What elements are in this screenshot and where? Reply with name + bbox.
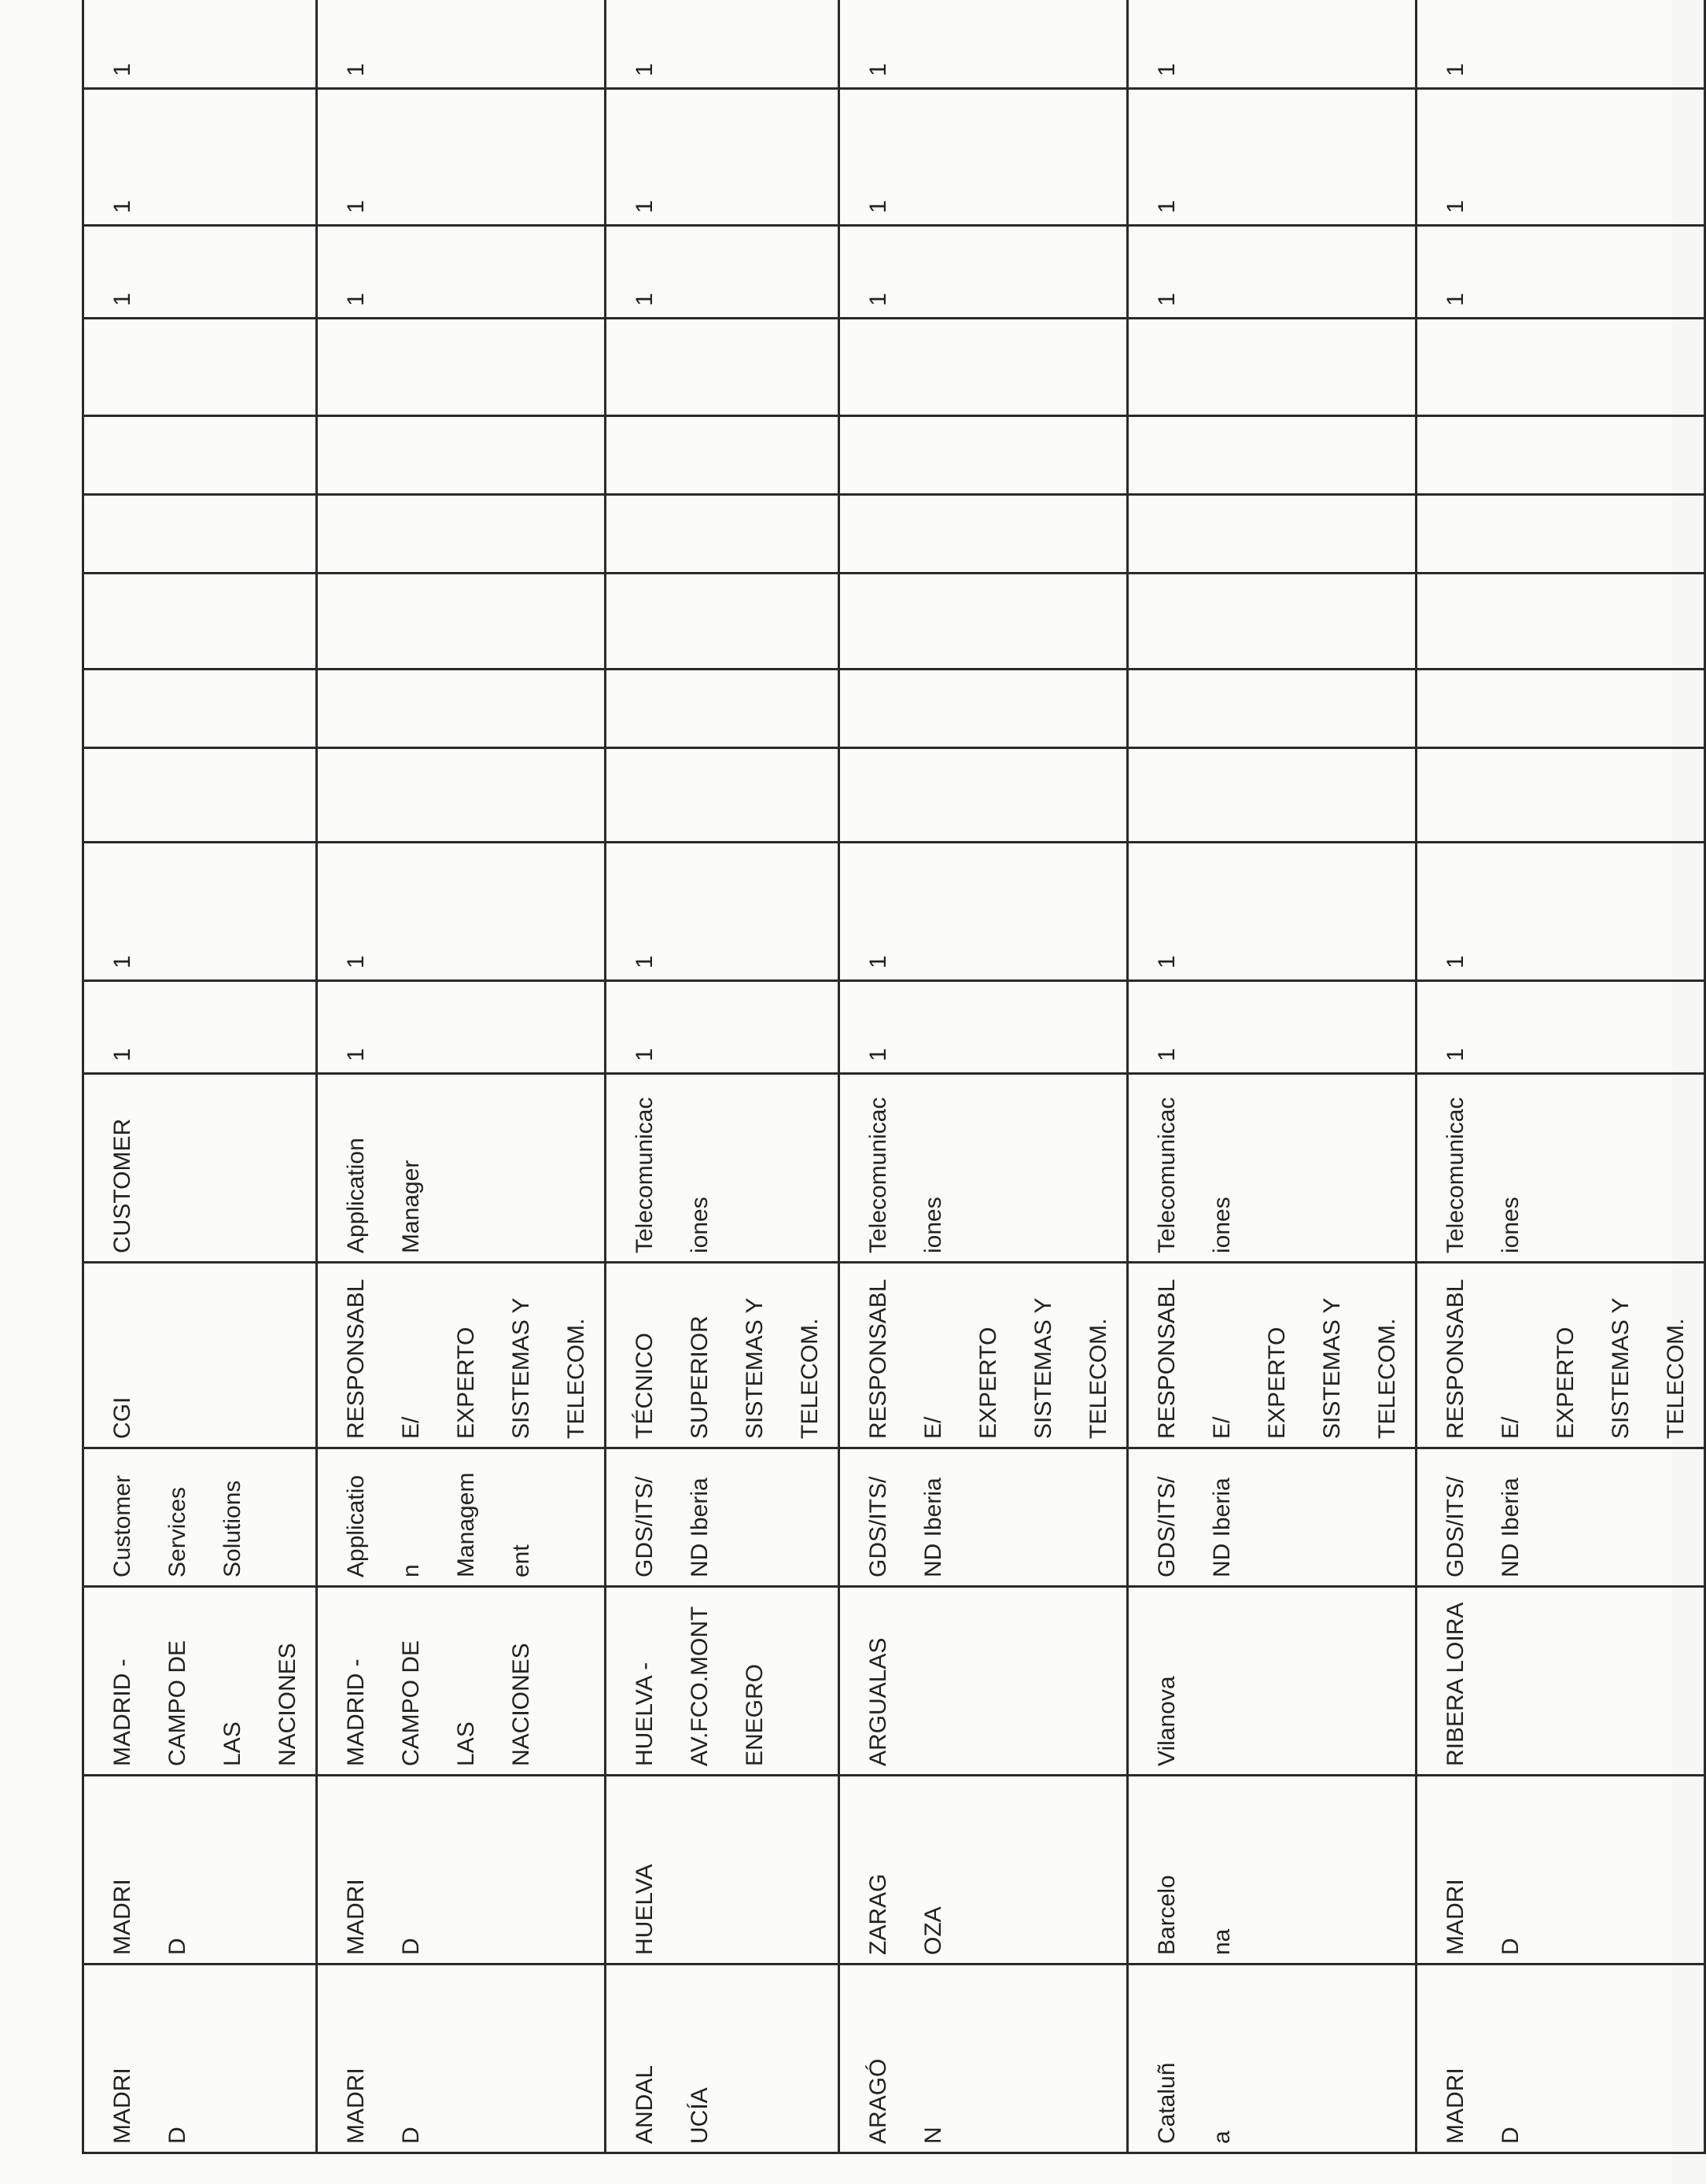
cell-province <box>1128 1776 1417 1964</box>
cell-region <box>317 1964 606 2153</box>
province-text-line: OZA <box>920 1906 946 1955</box>
cell-unit <box>83 1448 317 1587</box>
location-text-line: MADRID - <box>109 1658 135 1766</box>
region-text-line: MADRI <box>343 2068 369 2144</box>
cell-value <box>1128 748 1417 843</box>
cell-value <box>839 495 1128 574</box>
cell-customer <box>1128 1074 1417 1263</box>
cgi-text-line: RESPONSABLE/ <box>343 1278 424 1439</box>
cell-region <box>1417 1964 1705 2153</box>
unit-text-line: ent <box>508 1544 534 1577</box>
staff-table <box>82 0 1706 2154</box>
customer-text-line: iones <box>920 1197 946 1253</box>
cell-value <box>1128 226 1417 319</box>
province-text-line: na <box>1209 1928 1235 1955</box>
cell-value <box>606 0 839 89</box>
cell-value <box>839 748 1128 843</box>
value-text: 1 <box>632 955 658 968</box>
province-text-line: MADRI <box>343 1879 369 1955</box>
cell-value <box>839 416 1128 495</box>
cell-value <box>1417 319 1705 416</box>
value-text: 1 <box>1443 955 1468 968</box>
cell-value <box>317 89 606 226</box>
cell-value <box>1417 670 1705 748</box>
value-text: 1 <box>109 200 135 213</box>
value-text: 1 <box>109 63 135 76</box>
table-row <box>1128 0 1417 2153</box>
cell-value <box>1128 981 1417 1074</box>
cell-location <box>1128 1587 1417 1776</box>
customer-text-line: Application <box>343 1138 369 1253</box>
location-text-line: MADRID - <box>343 1658 369 1766</box>
value-text: 1 <box>632 200 658 213</box>
unit-text-line: GDS/ITS/ <box>632 1476 658 1577</box>
province-text-line: MADRI <box>1443 1879 1468 1955</box>
value-text: 1 <box>1443 200 1468 213</box>
location-text-line: LAS NACIONES <box>453 1643 534 1766</box>
cell-value <box>606 748 839 843</box>
unit-text-line: n <box>398 1564 424 1577</box>
cell-value <box>606 89 839 226</box>
cell-value <box>1417 981 1705 1074</box>
cell-value <box>606 416 839 495</box>
customer-text-line: Telecomunicac <box>632 1097 658 1253</box>
location-text-line: AV.FCO.MONT <box>687 1606 713 1766</box>
cell-value <box>1417 416 1705 495</box>
cell-value <box>1128 495 1417 574</box>
value-text: 1 <box>1443 63 1468 76</box>
cgi-text-line: TELECOM. <box>797 1318 823 1439</box>
cell-cgi <box>1417 1263 1705 1448</box>
value-text: 1 <box>1443 1048 1468 1061</box>
unit-text-line: Managem <box>453 1472 479 1577</box>
region-text-line: ANDAL <box>632 2064 658 2144</box>
value-text: 1 <box>109 955 135 968</box>
cell-location <box>839 1587 1128 1776</box>
cell-province <box>839 1776 1128 1964</box>
location-text-line: Vilanova <box>1154 1676 1180 1766</box>
cell-customer <box>83 1074 317 1263</box>
province-text-line: MADRI <box>109 1879 135 1955</box>
customer-text-line: Manager <box>398 1160 424 1253</box>
unit-text-line: GDS/ITS/ <box>1443 1476 1468 1577</box>
cell-location <box>83 1587 317 1776</box>
value-text: 1 <box>865 955 891 968</box>
table-row <box>606 0 839 2153</box>
cgi-text-line: EXPERTO <box>453 1326 479 1439</box>
cgi-text-line: EXPERTO <box>1553 1326 1579 1439</box>
value-text: 1 <box>343 293 369 306</box>
value-text: 1 <box>343 1048 369 1061</box>
province-text-line: Barcelo <box>1154 1875 1180 1955</box>
cell-value <box>606 574 839 670</box>
cell-value <box>317 495 606 574</box>
cell-value <box>317 574 606 670</box>
value-text: 1 <box>865 63 891 76</box>
region-text-line: MADRI <box>109 2068 135 2144</box>
region-text-line: ARAGÓ <box>865 2058 891 2144</box>
value-text: 1 <box>1154 1048 1180 1061</box>
cell-value <box>839 670 1128 748</box>
location-text-line: RIBERA LOIRA <box>1443 1602 1468 1766</box>
value-text: 1 <box>343 955 369 968</box>
location-text-line: HUELVA - <box>632 1662 658 1766</box>
cell-value <box>317 748 606 843</box>
cell-cgi <box>317 1263 606 1448</box>
cell-value <box>839 89 1128 226</box>
cgi-text-line: TELECOM. <box>1085 1318 1111 1439</box>
value-text: 1 <box>109 293 135 306</box>
unit-text-line: Applicatio <box>343 1474 369 1577</box>
cell-value <box>1417 843 1705 981</box>
cgi-text-line: TELECOM. <box>1663 1318 1689 1439</box>
cell-value <box>839 226 1128 319</box>
cell-value <box>1128 319 1417 416</box>
cell-value <box>1417 748 1705 843</box>
cell-value <box>317 416 606 495</box>
cell-cgi <box>1128 1263 1417 1448</box>
region-text-line: D <box>164 2127 190 2144</box>
cell-unit <box>1128 1448 1417 1587</box>
value-text: 1 <box>632 1048 658 1061</box>
value-text: 1 <box>343 63 369 76</box>
table-row <box>83 0 317 2153</box>
location-text-line: CAMPO DE <box>164 1640 190 1766</box>
cell-value <box>83 226 317 319</box>
cell-customer <box>839 1074 1128 1263</box>
cgi-text-line: SISTEMAS Y <box>1030 1297 1056 1439</box>
cell-value <box>839 574 1128 670</box>
cell-unit <box>606 1448 839 1587</box>
value-text: 1 <box>865 293 891 306</box>
rotated-table-container <box>82 17 1689 2154</box>
region-text-line: Cataluñ <box>1154 2062 1180 2144</box>
unit-text-line: Customer <box>109 1474 135 1577</box>
unit-text-line: ND Iberia <box>1209 1478 1235 1577</box>
region-text-line: MADRI <box>1443 2068 1468 2144</box>
cell-region <box>606 1964 839 2153</box>
cgi-text-line: EXPERTO <box>975 1326 1001 1439</box>
table-row <box>317 0 606 2153</box>
province-text-line: D <box>398 1938 424 1955</box>
customer-text-line: CUSTOMER <box>109 1118 135 1253</box>
cell-value <box>317 319 606 416</box>
value-text: 1 <box>632 63 658 76</box>
cell-value <box>606 843 839 981</box>
cell-value <box>1417 0 1705 89</box>
cell-value <box>839 0 1128 89</box>
cell-value <box>1417 574 1705 670</box>
cell-customer <box>606 1074 839 1263</box>
cell-customer <box>317 1074 606 1263</box>
unit-text-line: ND Iberia <box>1498 1478 1524 1577</box>
province-text-line: D <box>164 1938 190 1955</box>
cell-value <box>1128 670 1417 748</box>
value-text: 1 <box>1154 955 1180 968</box>
value-text: 1 <box>1443 293 1468 306</box>
cell-province <box>606 1776 839 1964</box>
value-text: 1 <box>865 1048 891 1061</box>
value-text: 1 <box>343 200 369 213</box>
cgi-text-line: RESPONSABLE/ <box>1443 1278 1524 1439</box>
cell-value <box>83 0 317 89</box>
cell-value <box>1128 416 1417 495</box>
customer-text-line: iones <box>1498 1197 1524 1253</box>
cell-value <box>1417 495 1705 574</box>
value-text: 1 <box>1154 293 1180 306</box>
cgi-text-line: SISTEMAS Y <box>508 1297 534 1439</box>
cell-value <box>317 670 606 748</box>
cell-value <box>317 0 606 89</box>
region-text-line: N <box>920 2127 946 2144</box>
cell-value <box>83 416 317 495</box>
cell-region <box>1128 1964 1417 2153</box>
cgi-text-line: SISTEMAS Y <box>742 1297 768 1439</box>
cell-value <box>317 843 606 981</box>
cell-value <box>606 226 839 319</box>
unit-text-line: ND Iberia <box>687 1478 713 1577</box>
location-text-line: CAMPO DE <box>398 1640 424 1766</box>
value-text: 1 <box>632 293 658 306</box>
cell-value <box>317 981 606 1074</box>
cell-unit <box>317 1448 606 1587</box>
unit-text-line: ND Iberia <box>920 1478 946 1577</box>
location-text-line: ENEGRO <box>742 1663 768 1766</box>
cgi-text-line: CGI <box>109 1396 135 1439</box>
cell-region <box>83 1964 317 2153</box>
cell-value <box>839 981 1128 1074</box>
cgi-text-line: RESPONSABLE/ <box>1154 1278 1235 1439</box>
region-text-line: a <box>1209 2131 1235 2144</box>
cell-province <box>83 1776 317 1964</box>
cell-region <box>839 1964 1128 2153</box>
province-text-line: HUELVA <box>632 1864 658 1955</box>
cell-value <box>83 319 317 416</box>
cell-cgi <box>839 1263 1128 1448</box>
cell-value <box>83 748 317 843</box>
cell-cgi <box>606 1263 839 1448</box>
cell-value <box>606 495 839 574</box>
cell-value <box>606 319 839 416</box>
unit-text-line: Services <box>164 1486 190 1577</box>
cell-value <box>1417 226 1705 319</box>
customer-text-line: iones <box>687 1197 713 1253</box>
cell-value <box>83 89 317 226</box>
cell-value <box>1128 89 1417 226</box>
table-row <box>1417 0 1705 2153</box>
table-row <box>839 0 1128 2153</box>
cell-value <box>839 319 1128 416</box>
region-text-line: UCÍA <box>687 2087 713 2144</box>
cell-province <box>1417 1776 1705 1964</box>
cell-value <box>1128 574 1417 670</box>
cgi-text-line: RESPONSABLE/ <box>865 1278 946 1439</box>
cell-value <box>83 495 317 574</box>
value-text: 1 <box>109 1048 135 1061</box>
customer-text-line: Telecomunicac <box>1443 1097 1468 1253</box>
cgi-text-line: SISTEMAS Y <box>1608 1297 1634 1439</box>
cell-value <box>1417 89 1705 226</box>
cell-location <box>1417 1587 1705 1776</box>
customer-text-line: iones <box>1209 1197 1235 1253</box>
cell-unit <box>839 1448 1128 1587</box>
cell-unit <box>1417 1448 1705 1587</box>
cell-value <box>83 574 317 670</box>
cgi-text-line: TELECOM. <box>1374 1318 1400 1439</box>
cgi-text-line: TÉCNICO <box>632 1333 658 1439</box>
cell-value <box>83 670 317 748</box>
province-text-line: ZARAG <box>865 1873 891 1955</box>
cgi-text-line: TELECOM. <box>563 1318 589 1439</box>
cell-value <box>606 670 839 748</box>
value-text: 1 <box>865 200 891 213</box>
cell-value <box>83 843 317 981</box>
location-text-line: LAS NACIONES <box>219 1643 300 1766</box>
region-text-line: D <box>1498 2127 1524 2144</box>
value-text: 1 <box>1154 63 1180 76</box>
cell-location <box>317 1587 606 1776</box>
unit-text-line: GDS/ITS/ <box>1154 1476 1180 1577</box>
province-text-line: D <box>1498 1938 1524 1955</box>
customer-text-line: Telecomunicac <box>865 1097 891 1253</box>
cell-customer <box>1417 1074 1705 1263</box>
cell-province <box>317 1776 606 1964</box>
cell-cgi <box>83 1263 317 1448</box>
unit-text-line: Solutions <box>219 1480 245 1577</box>
cell-value <box>839 843 1128 981</box>
cell-value <box>1128 0 1417 89</box>
cgi-text-line: EXPERTO <box>1264 1326 1290 1439</box>
cell-location <box>606 1587 839 1776</box>
location-text-line: ARGUALAS <box>865 1637 891 1766</box>
cgi-text-line: SUPERIOR <box>687 1315 713 1439</box>
unit-text-line: GDS/ITS/ <box>865 1476 891 1577</box>
cgi-text-line: SISTEMAS Y <box>1319 1297 1345 1439</box>
cell-value <box>317 226 606 319</box>
cell-value <box>1128 843 1417 981</box>
value-text: 1 <box>1154 200 1180 213</box>
region-text-line: D <box>398 2127 424 2144</box>
cell-value <box>606 981 839 1074</box>
customer-text-line: Telecomunicac <box>1154 1097 1180 1253</box>
cell-value <box>83 981 317 1074</box>
